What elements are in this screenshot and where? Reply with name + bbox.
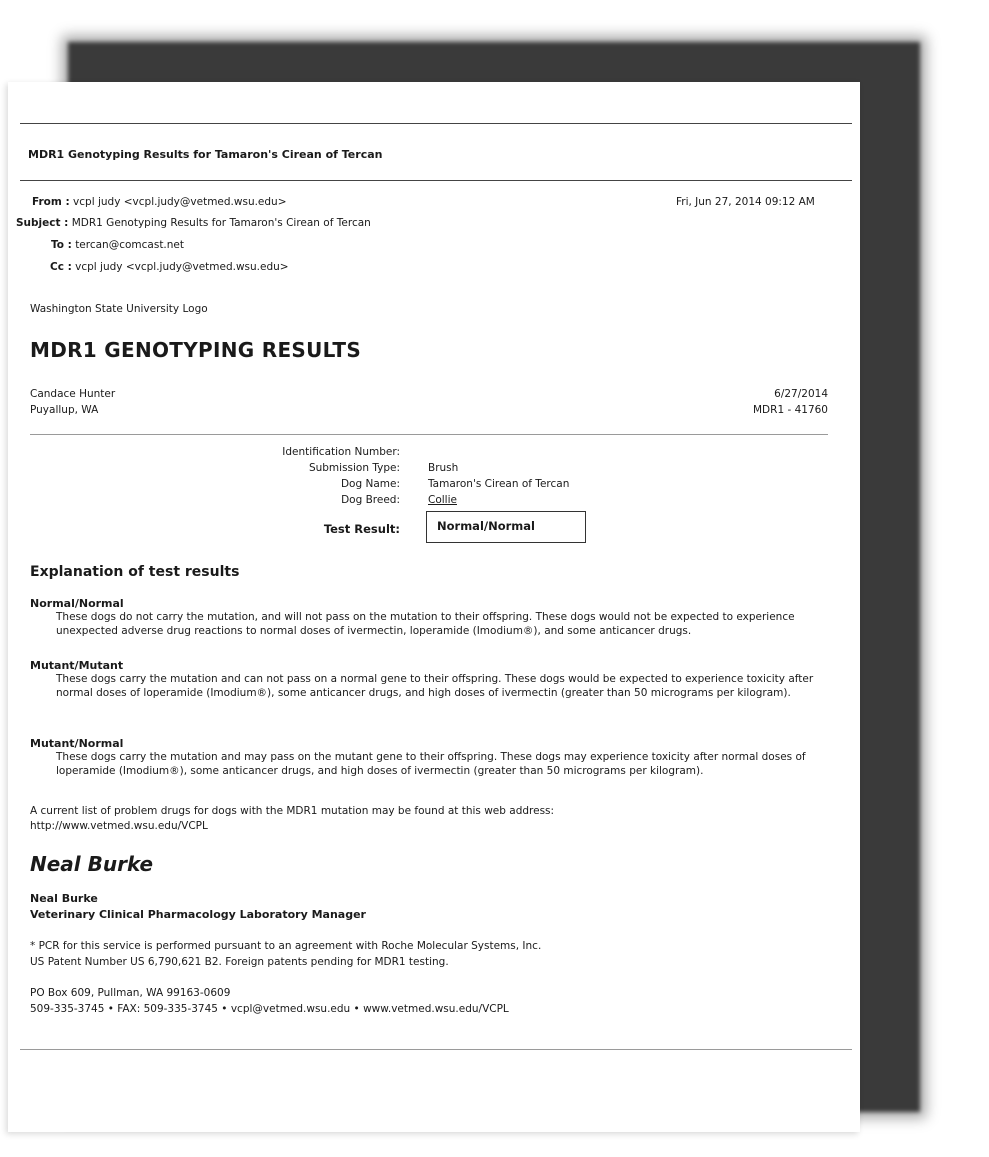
top-rule [20, 123, 852, 124]
explanation-heading: Explanation of test results [30, 564, 240, 580]
result-title: Normal/Normal [30, 597, 124, 610]
signer-name: Neal Burke [30, 892, 98, 905]
result-explanation-mutant-normal [30, 737, 830, 778]
result-title: Mutant/Mutant [30, 659, 124, 672]
patent-note: US Patent Number US 6,790,621 B2. Foreign patents pending for MDR1 testing. [30, 956, 449, 968]
footer-contact: 509-335-3745 • FAX: 509-335-3745 • vcpl@vetmed.wsu.edu • www.vetmed.wsu.edu/VCPL [30, 1003, 509, 1015]
result-explanation-normal-normal [30, 597, 830, 638]
document-page [8, 82, 860, 1132]
from-value[interactable]: vcpl judy <vcpl.judy@vetmed.wsu.edu> [73, 196, 287, 208]
report-id: MDR1 - 41760 [753, 404, 828, 416]
field-label-dog-name: Dog Name: [340, 478, 400, 490]
field-label-identification: Identification Number: [282, 446, 400, 458]
result-text: These dogs carry the mutation and may pass on the mutant gene to their offspring. These dogs may experience toxicity after normal doses of loperamide (Imodium®), some anticancer drugs, and high doses of ivermectin (greater than 50 micrograms per kilogram). [56, 751, 806, 777]
test-result-label: Test Result: [323, 522, 400, 536]
email-date: Fri, Jun 27, 2014 09:12 AM [676, 196, 815, 208]
field-label-submission-type: Submission Type: [308, 462, 400, 474]
field-value-dog-breed: Collie [428, 494, 457, 506]
wsu-logo-alt: Washington State University Logo [30, 303, 208, 315]
client-name: Candace Hunter [30, 388, 116, 400]
result-explanation-mutant-mutant [30, 659, 830, 700]
result-text: These dogs carry the mutation and can not pass on a normal gene to their offspring. These dogs would be expected to experience toxicity after normal doses of loperamide (Imodium®), some anticancer drugs, and high doses of ivermectin (greater than 50 micrograms per kilogram). [56, 673, 814, 699]
email-subject-title: MDR1 Genotyping Results for Tamaron's Cirean of Tercan [28, 148, 383, 161]
drug-list-link[interactable]: http://www.vetmed.wsu.edu/VCPL [30, 820, 208, 832]
bottom-rule [20, 1049, 852, 1050]
footer-address: PO Box 609, Pullman, WA 99163-0609 [30, 987, 231, 999]
report-rule [30, 434, 828, 435]
signer-title: Veterinary Clinical Pharmacology Laboratory Manager [30, 908, 366, 921]
signature: Neal Burke [30, 852, 154, 876]
page-title: MDR1 GENOTYPING RESULTS [30, 338, 362, 362]
to-row [51, 239, 184, 251]
from-row [32, 196, 287, 208]
to-value[interactable]: tercan@comcast.net [75, 239, 185, 251]
cc-value[interactable]: vcpl judy <vcpl.judy@vetmed.wsu.edu> [75, 261, 289, 273]
field-value-submission-type: Brush [428, 462, 459, 474]
field-label-dog-breed: Dog Breed: [341, 494, 400, 506]
header-rule [20, 180, 852, 181]
test-result-value: Normal/Normal [426, 511, 586, 543]
subject-label: Subject : [16, 217, 69, 229]
field-value-dog-name: Tamaron's Cirean of Tercan [428, 478, 570, 490]
from-label: From : [32, 196, 70, 208]
pcr-note: * PCR for this service is performed pursuant to an agreement with Roche Molecular Systems, Inc. [30, 940, 542, 952]
cc-row [50, 261, 289, 273]
drug-list-text: A current list of problem drugs for dogs with the MDR1 mutation may be found at this web address: [30, 805, 555, 817]
cc-label: Cc : [50, 261, 72, 273]
subject-value: MDR1 Genotyping Results for Tamaron's Cirean of Tercan [71, 217, 371, 229]
result-text: These dogs do not carry the mutation, and will not pass on the mutation to their offspring. These dogs would not be expected to experience unexpected adverse drug reactions to normal doses of ivermectin, loperamide (Imodium®), and some anticancer drugs. [56, 611, 795, 637]
client-location: Puyallup, WA [30, 404, 99, 416]
to-label: To : [51, 239, 72, 251]
subject-row [16, 217, 371, 229]
report-date: 6/27/2014 [774, 388, 828, 400]
result-title: Mutant/Normal [30, 737, 124, 750]
